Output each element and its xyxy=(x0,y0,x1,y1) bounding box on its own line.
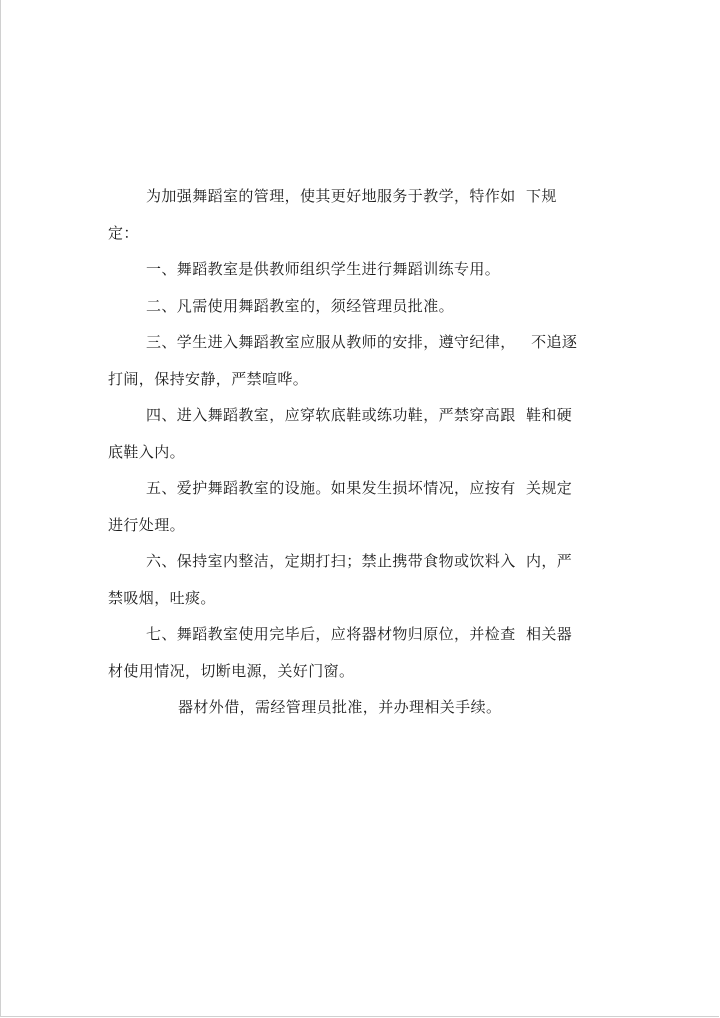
rule-5-line-2: 进行处理。 xyxy=(108,515,186,534)
rule-4-line-2: 底鞋入内。 xyxy=(108,442,186,461)
rule-6-line-1: 六、保持室内整洁，定期打扫；禁止携带食物或饮料入 内，严 xyxy=(146,552,573,570)
rule-6-line-2: 禁吸烟，吐痰。 xyxy=(108,588,216,607)
rule-3-line-1: 三、学生进入舞蹈教室应服从教师的安排，遵守纪律， 不追逐 xyxy=(146,333,578,351)
rule-7-line-2: 材使用情况，切断电源，关好门窗。 xyxy=(108,661,355,680)
intro-paragraph: 为加强舞蹈室的管理，使其更好地服务于教学，特作如 下规定： xyxy=(108,187,557,242)
closing-paragraph: 器材外借，需经管理员批准，并办理相关手续。 xyxy=(178,698,502,716)
rule-3-line-2: 打闹，保持安静，严禁喧哗。 xyxy=(108,369,309,388)
rule-1-line-1: 一、舞蹈教室是供教师组织学生进行舞蹈训练专用。 xyxy=(146,260,501,278)
document-body xyxy=(108,178,578,726)
rule-4-line-1: 四、进入舞蹈教室，应穿软底鞋或练功鞋，严禁穿高跟 鞋和硬 xyxy=(146,406,573,424)
rule-7-line-1: 七、舞蹈教室使用完毕后，应将器材物归原位，并检查 相关器 xyxy=(146,625,573,643)
rule-5-line-1: 五、爱护舞蹈教室的设施。如果发生损坏情况，应按有 关规定 xyxy=(146,479,573,497)
rule-2-line-1: 二、凡需使用舞蹈教室的，须经管理员批准。 xyxy=(146,296,455,315)
